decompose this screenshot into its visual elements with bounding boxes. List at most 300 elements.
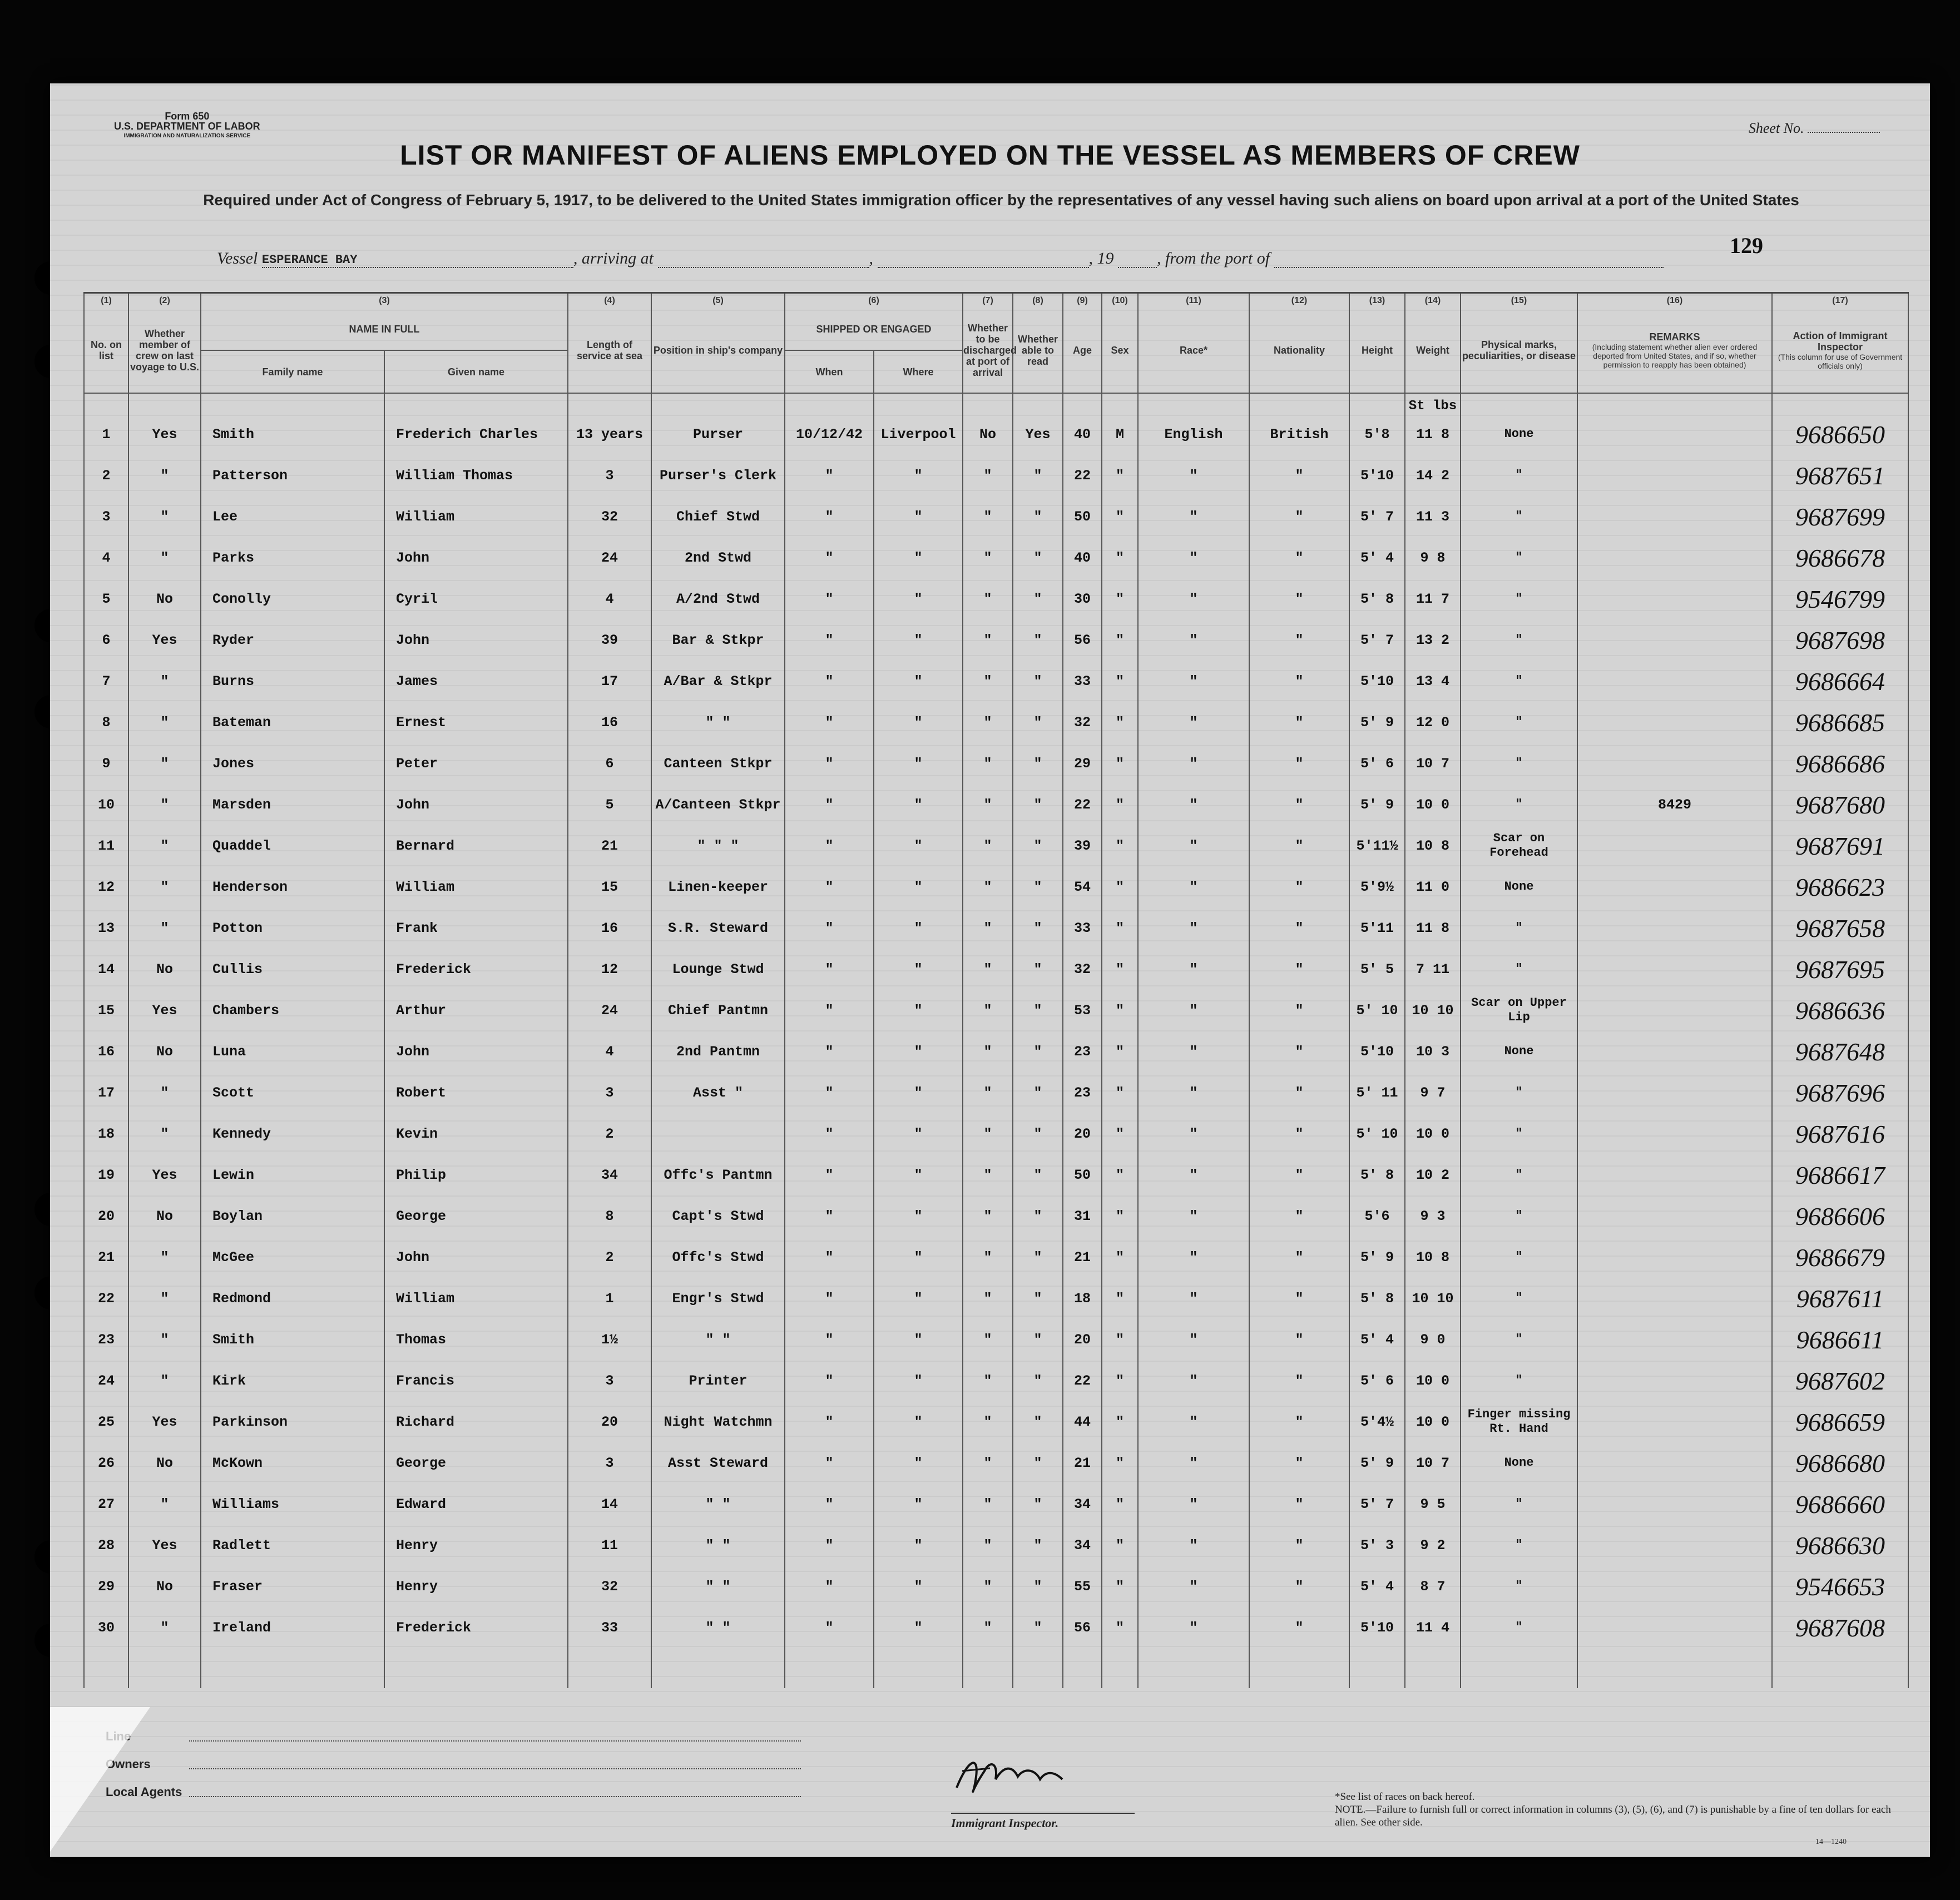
discharged: " (963, 619, 1013, 661)
discharged: " (963, 1237, 1013, 1278)
previous-voyage: Yes (128, 619, 201, 661)
col-num: (15) (1461, 293, 1577, 309)
height: 5' 8 (1349, 1154, 1405, 1195)
able-to-read: Yes (1013, 414, 1063, 455)
inspector-action: 9687658 (1772, 907, 1908, 949)
table-row (84, 619, 1908, 661)
header-remarks (1577, 308, 1772, 393)
able-to-read: " (1013, 1237, 1063, 1278)
unit-row (84, 393, 1908, 414)
table-row (84, 1154, 1908, 1195)
race: " (1138, 949, 1249, 990)
agents-label: Local Agents (106, 1785, 182, 1799)
given-name: Kevin (384, 1113, 568, 1154)
header-length-of-service: Length of service at sea (568, 308, 651, 393)
previous-voyage: " (128, 1360, 201, 1401)
remarks (1577, 1278, 1772, 1319)
family-name: Lee (201, 496, 384, 537)
shipped-where: " (874, 1154, 963, 1195)
family-name: Luna (201, 1031, 384, 1072)
shipped-when: " (785, 1607, 874, 1648)
table-row (84, 1607, 1908, 1648)
age: 30 (1063, 578, 1102, 619)
row-number: 24 (84, 1360, 128, 1401)
weight: 10 0 (1405, 1360, 1461, 1401)
inspector-action: 9686617 (1772, 1154, 1908, 1195)
remarks-title: REMARKS (1649, 331, 1700, 343)
able-to-read: " (1013, 1278, 1063, 1319)
header-where: Where (874, 350, 963, 393)
row-number: 28 (84, 1525, 128, 1566)
physical-marks: " (1461, 743, 1577, 784)
weight: 9 2 (1405, 1525, 1461, 1566)
race: " (1138, 537, 1249, 578)
race: " (1138, 1072, 1249, 1113)
sheet-number-field (1749, 120, 1880, 137)
age: 32 (1063, 702, 1102, 743)
sheet-number-blank (1808, 132, 1880, 133)
shipped-where: " (874, 496, 963, 537)
family-name: Fraser (201, 1566, 384, 1607)
physical-marks: Scar on Forehead (1461, 825, 1577, 866)
remarks (1577, 1360, 1772, 1401)
discharged: " (963, 990, 1013, 1031)
previous-voyage: " (128, 866, 201, 907)
physical-marks: " (1461, 1278, 1577, 1319)
remarks (1577, 496, 1772, 537)
position: " " (651, 1566, 785, 1607)
sex: " (1102, 1566, 1138, 1607)
age: 23 (1063, 1031, 1102, 1072)
given-name: Arthur (384, 990, 568, 1031)
nationality: " (1249, 1566, 1349, 1607)
row-number: 21 (84, 1237, 128, 1278)
able-to-read: " (1013, 1401, 1063, 1442)
physical-marks: " (1461, 1113, 1577, 1154)
inspector-action: 9686636 (1772, 990, 1908, 1031)
given-name: Bernard (384, 825, 568, 866)
discharged: " (963, 1484, 1013, 1525)
discharged: " (963, 496, 1013, 537)
footnote (1335, 1790, 1891, 1829)
given-name: Frederick (384, 1607, 568, 1648)
physical-marks: " (1461, 907, 1577, 949)
shipped-where: " (874, 619, 963, 661)
table-row (84, 1195, 1908, 1237)
able-to-read: " (1013, 1319, 1063, 1360)
discharged: " (963, 1072, 1013, 1113)
physical-marks: " (1461, 537, 1577, 578)
able-to-read: " (1013, 1360, 1063, 1401)
nationality: " (1249, 578, 1349, 619)
family-name: Marsden (201, 784, 384, 825)
previous-voyage: " (128, 743, 201, 784)
family-name: Kirk (201, 1360, 384, 1401)
shipped-when: " (785, 496, 874, 537)
col-num: (16) (1577, 293, 1772, 309)
discharged: " (963, 907, 1013, 949)
weight: 10 2 (1405, 1154, 1461, 1195)
page-title: LIST OR MANIFEST OF ALIENS EMPLOYED ON THE VESSEL AS MEMBERS OF CREW (400, 140, 1580, 171)
given-name: George (384, 1195, 568, 1237)
given-name: James (384, 661, 568, 702)
col-num: (5) (651, 293, 785, 309)
form-number: Form 650 (165, 111, 210, 122)
remarks (1577, 1525, 1772, 1566)
family-name: Quaddel (201, 825, 384, 866)
race: " (1138, 1401, 1249, 1442)
service-length: 4 (568, 1031, 651, 1072)
weight: 7 11 (1405, 949, 1461, 990)
service-length: 8 (568, 1195, 651, 1237)
height: 5'10 (1349, 1031, 1405, 1072)
race: " (1138, 784, 1249, 825)
line-label: Line (106, 1729, 131, 1743)
sex: " (1102, 1031, 1138, 1072)
weight: 9 5 (1405, 1484, 1461, 1525)
discharged: " (963, 1154, 1013, 1195)
family-name: McGee (201, 1237, 384, 1278)
table-row (84, 702, 1908, 743)
shipped-where: " (874, 1031, 963, 1072)
table-row (84, 784, 1908, 825)
column-number-row (84, 293, 1908, 309)
race: " (1138, 825, 1249, 866)
given-name: Cyril (384, 578, 568, 619)
remarks (1577, 825, 1772, 866)
age: 18 (1063, 1278, 1102, 1319)
sex: " (1102, 866, 1138, 907)
age: 44 (1063, 1401, 1102, 1442)
given-name: John (384, 1237, 568, 1278)
shipped-when: " (785, 1195, 874, 1237)
shipped-when: " (785, 743, 874, 784)
shipped-when: " (785, 949, 874, 990)
physical-marks: " (1461, 702, 1577, 743)
table-row (84, 1319, 1908, 1360)
age: 34 (1063, 1525, 1102, 1566)
row-number: 22 (84, 1278, 128, 1319)
discharged: " (963, 1525, 1013, 1566)
footnote-penalty: NOTE.—Failure to furnish full or correct information in columns (3), (5), (6), and (7) is punishable by a fine of ten dollars for each alien. See other side. (1335, 1804, 1891, 1828)
row-number: 27 (84, 1484, 128, 1525)
row-number: 29 (84, 1566, 128, 1607)
height: 5'11 (1349, 907, 1405, 949)
inspector-action: 9686680 (1772, 1442, 1908, 1484)
able-to-read: " (1013, 743, 1063, 784)
owners-blank (189, 1768, 801, 1769)
header-race: Race* (1138, 308, 1249, 393)
age: 32 (1063, 949, 1102, 990)
discharged: " (963, 825, 1013, 866)
row-number: 23 (84, 1319, 128, 1360)
race: " (1138, 866, 1249, 907)
race: " (1138, 702, 1249, 743)
row-number: 7 (84, 661, 128, 702)
previous-voyage: Yes (128, 1401, 201, 1442)
age: 34 (1063, 1484, 1102, 1525)
race: English (1138, 414, 1249, 455)
service-length: 24 (568, 990, 651, 1031)
table-row (84, 949, 1908, 990)
given-name: Frederick (384, 949, 568, 990)
sex: " (1102, 619, 1138, 661)
position: A/Bar & Stkpr (651, 661, 785, 702)
shipped-where: " (874, 1360, 963, 1401)
line-blank (189, 1740, 801, 1742)
shipped-when: " (785, 1072, 874, 1113)
service-length: 1½ (568, 1319, 651, 1360)
header-nationality: Nationality (1249, 308, 1349, 393)
discharged: " (963, 661, 1013, 702)
height: 5' 7 (1349, 1484, 1405, 1525)
nationality: " (1249, 1360, 1349, 1401)
remarks (1577, 1031, 1772, 1072)
row-number: 20 (84, 1195, 128, 1237)
physical-marks: " (1461, 1607, 1577, 1648)
sex: " (1102, 1401, 1138, 1442)
discharged: " (963, 1607, 1013, 1648)
position: Linen-keeper (651, 866, 785, 907)
inspector-action: 9686678 (1772, 537, 1908, 578)
given-name: John (384, 619, 568, 661)
position: Asst " (651, 1072, 785, 1113)
sex: " (1102, 496, 1138, 537)
age: 56 (1063, 1607, 1102, 1648)
inspector-caption: Immigrant Inspector. (951, 1813, 1135, 1830)
service-length: 16 (568, 907, 651, 949)
shipped-where: " (874, 866, 963, 907)
discharged: " (963, 1278, 1013, 1319)
physical-marks: " (1461, 1154, 1577, 1195)
service-length: 3 (568, 1360, 651, 1401)
weight: 8 7 (1405, 1566, 1461, 1607)
shipped-when: " (785, 1566, 874, 1607)
remarks (1577, 907, 1772, 949)
previous-voyage: No (128, 1031, 201, 1072)
weight: 12 0 (1405, 702, 1461, 743)
header-age: Age (1063, 308, 1102, 393)
family-name: Patterson (201, 455, 384, 496)
given-name: Henry (384, 1566, 568, 1607)
shipped-when: " (785, 578, 874, 619)
position: Canteen Stkpr (651, 743, 785, 784)
col-num: (13) (1349, 293, 1405, 309)
service-length: 11 (568, 1525, 651, 1566)
position: A/2nd Stwd (651, 578, 785, 619)
discharged: " (963, 537, 1013, 578)
given-name: William Thomas (384, 455, 568, 496)
family-name: Williams (201, 1484, 384, 1525)
race: " (1138, 1607, 1249, 1648)
service-length: 15 (568, 866, 651, 907)
discharged: " (963, 743, 1013, 784)
remarks (1577, 1113, 1772, 1154)
print-code: 14—1240 (1815, 1838, 1847, 1846)
header-physical-marks: Physical marks, peculiarities, or disease (1461, 308, 1577, 393)
shipped-where: " (874, 990, 963, 1031)
race: " (1138, 1237, 1249, 1278)
shipped-when: " (785, 825, 874, 866)
discharged: " (963, 1195, 1013, 1237)
given-name: John (384, 784, 568, 825)
age: 55 (1063, 1566, 1102, 1607)
age: 39 (1063, 825, 1102, 866)
inspector-action: 9687602 (1772, 1360, 1908, 1401)
shipped-when: " (785, 661, 874, 702)
header-no-on-list: No. on list (84, 308, 128, 393)
sex: " (1102, 1360, 1138, 1401)
race: " (1138, 578, 1249, 619)
nationality: British (1249, 414, 1349, 455)
folded-corner (50, 1707, 150, 1852)
inspector-action: 9687699 (1772, 496, 1908, 537)
row-number: 15 (84, 990, 128, 1031)
weight: 10 7 (1405, 1442, 1461, 1484)
shipped-where: " (874, 1484, 963, 1525)
given-name: Ernest (384, 702, 568, 743)
col-num: (17) (1772, 293, 1908, 309)
nationality: " (1249, 1072, 1349, 1113)
service-length: 16 (568, 702, 651, 743)
previous-voyage: " (128, 537, 201, 578)
shipped-when: " (785, 866, 874, 907)
row-number: 19 (84, 1154, 128, 1195)
sex: " (1102, 907, 1138, 949)
shipped-where: " (874, 784, 963, 825)
height: 5' 9 (1349, 784, 1405, 825)
header-discharged: Whether to be discharged at port of arrival (963, 308, 1013, 393)
service-length: 2 (568, 1237, 651, 1278)
height: 5' 4 (1349, 537, 1405, 578)
service-length: 12 (568, 949, 651, 990)
physical-marks: " (1461, 1195, 1577, 1237)
physical-marks: " (1461, 455, 1577, 496)
physical-marks: Scar on Upper Lip (1461, 990, 1577, 1031)
physical-marks: " (1461, 1484, 1577, 1525)
race: " (1138, 619, 1249, 661)
inspector-action: 9686611 (1772, 1319, 1908, 1360)
weight: 9 0 (1405, 1319, 1461, 1360)
sex: " (1102, 1607, 1138, 1648)
inspector-action: 9686630 (1772, 1525, 1908, 1566)
row-number: 10 (84, 784, 128, 825)
table-row (84, 1072, 1908, 1113)
shipped-when: " (785, 907, 874, 949)
row-number: 6 (84, 619, 128, 661)
shipped-where: " (874, 1401, 963, 1442)
header-given-name: Given name (384, 350, 568, 393)
inspector-action: 9686679 (1772, 1237, 1908, 1278)
shipped-where: " (874, 1319, 963, 1360)
race: " (1138, 1154, 1249, 1195)
service-length: 39 (568, 619, 651, 661)
position: Asst Steward (651, 1442, 785, 1484)
age: 33 (1063, 661, 1102, 702)
footer (50, 1690, 1930, 1857)
sex: M (1102, 414, 1138, 455)
vessel-name: ESPERANCE BAY (262, 253, 573, 268)
discharged: " (963, 1031, 1013, 1072)
family-name: Scott (201, 1072, 384, 1113)
given-name: William (384, 1278, 568, 1319)
inspector-action: 9546653 (1772, 1566, 1908, 1607)
manifest-rows (84, 393, 1908, 1688)
service-length: 20 (568, 1401, 651, 1442)
able-to-read: " (1013, 1195, 1063, 1237)
row-number: 3 (84, 496, 128, 537)
service-length: 33 (568, 1607, 651, 1648)
able-to-read: " (1013, 496, 1063, 537)
physical-marks: " (1461, 784, 1577, 825)
given-name: Robert (384, 1072, 568, 1113)
row-number: 30 (84, 1607, 128, 1648)
age: 54 (1063, 866, 1102, 907)
discharged: " (963, 1566, 1013, 1607)
sex: " (1102, 1195, 1138, 1237)
previous-voyage: No (128, 949, 201, 990)
sex: " (1102, 743, 1138, 784)
remarks (1577, 619, 1772, 661)
able-to-read: " (1013, 1154, 1063, 1195)
weight: 9 3 (1405, 1195, 1461, 1237)
sex: " (1102, 1072, 1138, 1113)
inspector-action: 9686664 (1772, 661, 1908, 702)
race: " (1138, 1525, 1249, 1566)
row-number: 1 (84, 414, 128, 455)
service-length: 34 (568, 1154, 651, 1195)
previous-voyage: No (128, 578, 201, 619)
age: 31 (1063, 1195, 1102, 1237)
able-to-read: " (1013, 1442, 1063, 1484)
column-header-row (84, 308, 1908, 350)
nationality: " (1249, 784, 1349, 825)
shipped-where: " (874, 455, 963, 496)
race: " (1138, 1031, 1249, 1072)
race: " (1138, 743, 1249, 784)
given-name: Francis (384, 1360, 568, 1401)
weight: 11 4 (1405, 1607, 1461, 1648)
inspector-action: 9686686 (1772, 743, 1908, 784)
height: 5' 8 (1349, 1278, 1405, 1319)
position: A/Canteen Stkpr (651, 784, 785, 825)
service-name: IMMIGRATION AND NATURALIZATION SERVICE (123, 133, 251, 139)
weight: 10 8 (1405, 1237, 1461, 1278)
shipped-where: " (874, 1525, 963, 1566)
shipped-where: " (874, 1113, 963, 1154)
able-to-read: " (1013, 1607, 1063, 1648)
col-num: (2) (128, 293, 201, 309)
service-length: 4 (568, 578, 651, 619)
header-weight: Weight (1405, 308, 1461, 393)
shipped-where: " (874, 1566, 963, 1607)
able-to-read: " (1013, 619, 1063, 661)
inspector-signature (951, 1749, 1068, 1799)
family-name: Smith (201, 1319, 384, 1360)
table-row (84, 1442, 1908, 1484)
inspector-action: 9686623 (1772, 866, 1908, 907)
family-name: Lewin (201, 1154, 384, 1195)
remarks (1577, 702, 1772, 743)
shipped-when: " (785, 1031, 874, 1072)
nationality: " (1249, 619, 1349, 661)
physical-marks: Finger missing Rt. Hand (1461, 1401, 1577, 1442)
age: 22 (1063, 784, 1102, 825)
height: 5' 6 (1349, 1360, 1405, 1401)
position (651, 1113, 785, 1154)
header-shipped-or-engaged: SHIPPED OR ENGAGED (785, 308, 963, 350)
physical-marks: " (1461, 661, 1577, 702)
